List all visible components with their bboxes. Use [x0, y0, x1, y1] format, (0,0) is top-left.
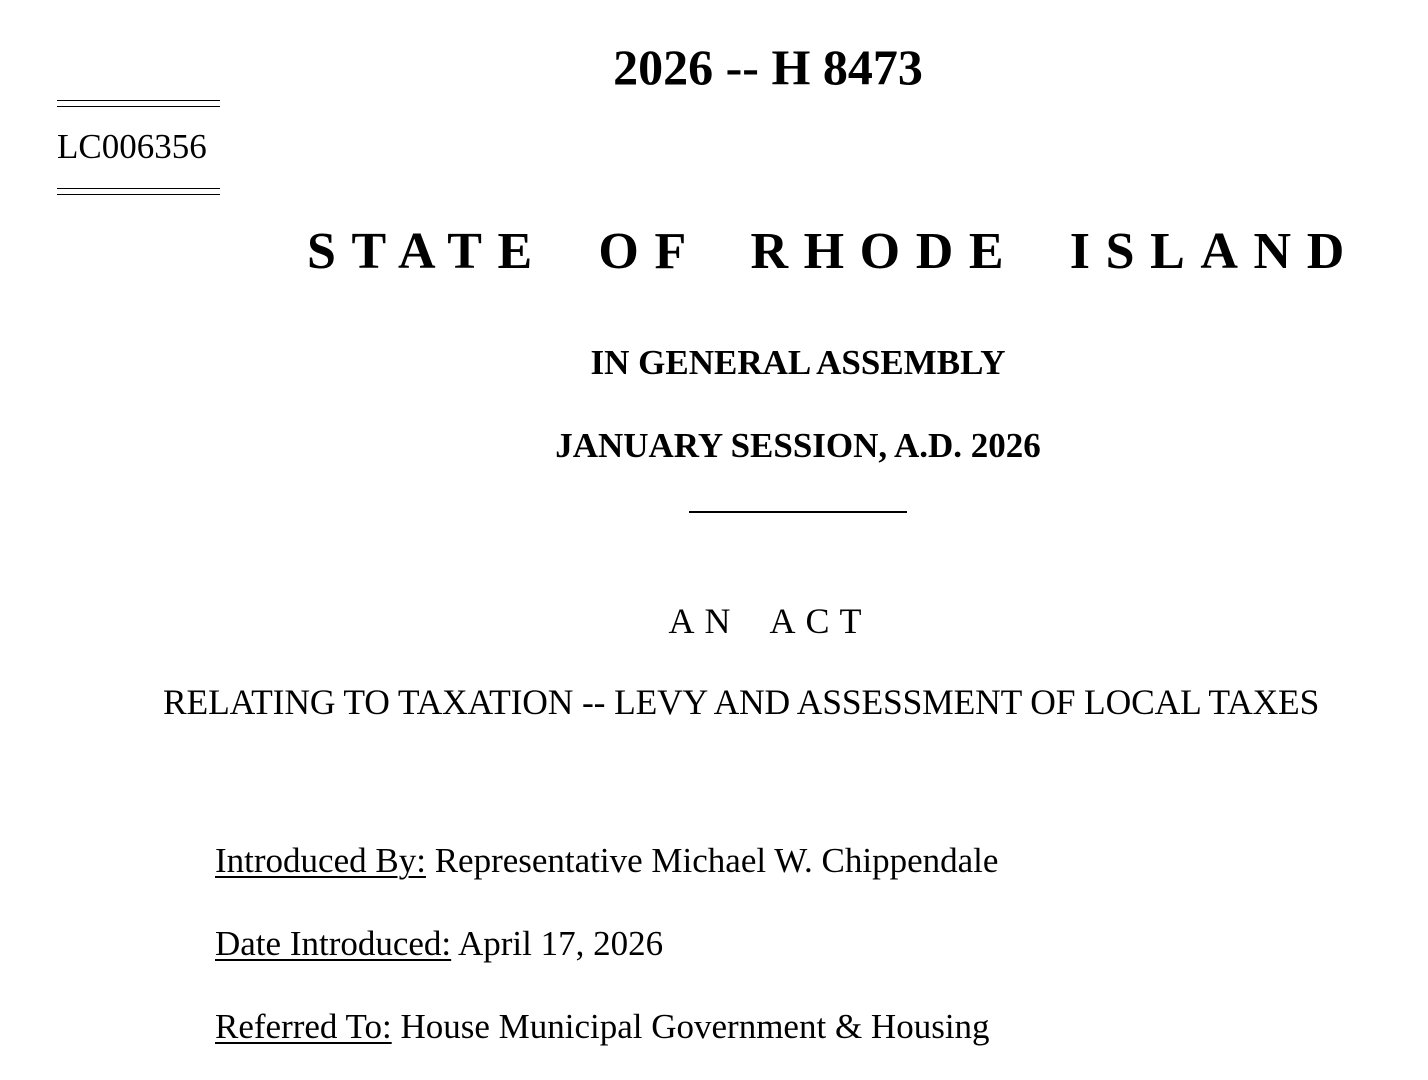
- bill-number: 2026 -- H 8473: [613, 39, 923, 95]
- lc-code-block: [57, 100, 220, 195]
- lc-rule-bottom: [57, 188, 220, 195]
- state-title: STATE OF RHODE ISLAND: [307, 223, 1360, 280]
- referred-to-value: House Municipal Government & Housing: [400, 1007, 990, 1046]
- date-introduced-value: April 17, 2026: [457, 924, 664, 963]
- session-heading: JANUARY SESSION, A.D. 2026: [555, 426, 1041, 465]
- date-introduced-line: [215, 923, 663, 965]
- act-heading: AN ACT: [668, 601, 872, 641]
- referred-to-label: Referred To:: [215, 1007, 392, 1046]
- lc-rule-top: [57, 100, 220, 107]
- referred-to-line: [215, 1006, 990, 1048]
- general-assembly-heading: IN GENERAL ASSEMBLY: [590, 343, 1006, 382]
- relating-clause: RELATING TO TAXATION -- LEVY AND ASSESSMENT OF LOCAL TAXES: [163, 682, 1320, 722]
- introduced-by-label: Introduced By:: [215, 841, 426, 880]
- introduced-by-value: Representative Michael W. Chippendale: [434, 841, 999, 880]
- session-divider: [689, 511, 907, 513]
- date-introduced-label: Date Introduced:: [215, 924, 452, 963]
- introduced-by-line: [215, 840, 998, 882]
- lc-code: LC006356: [57, 127, 207, 166]
